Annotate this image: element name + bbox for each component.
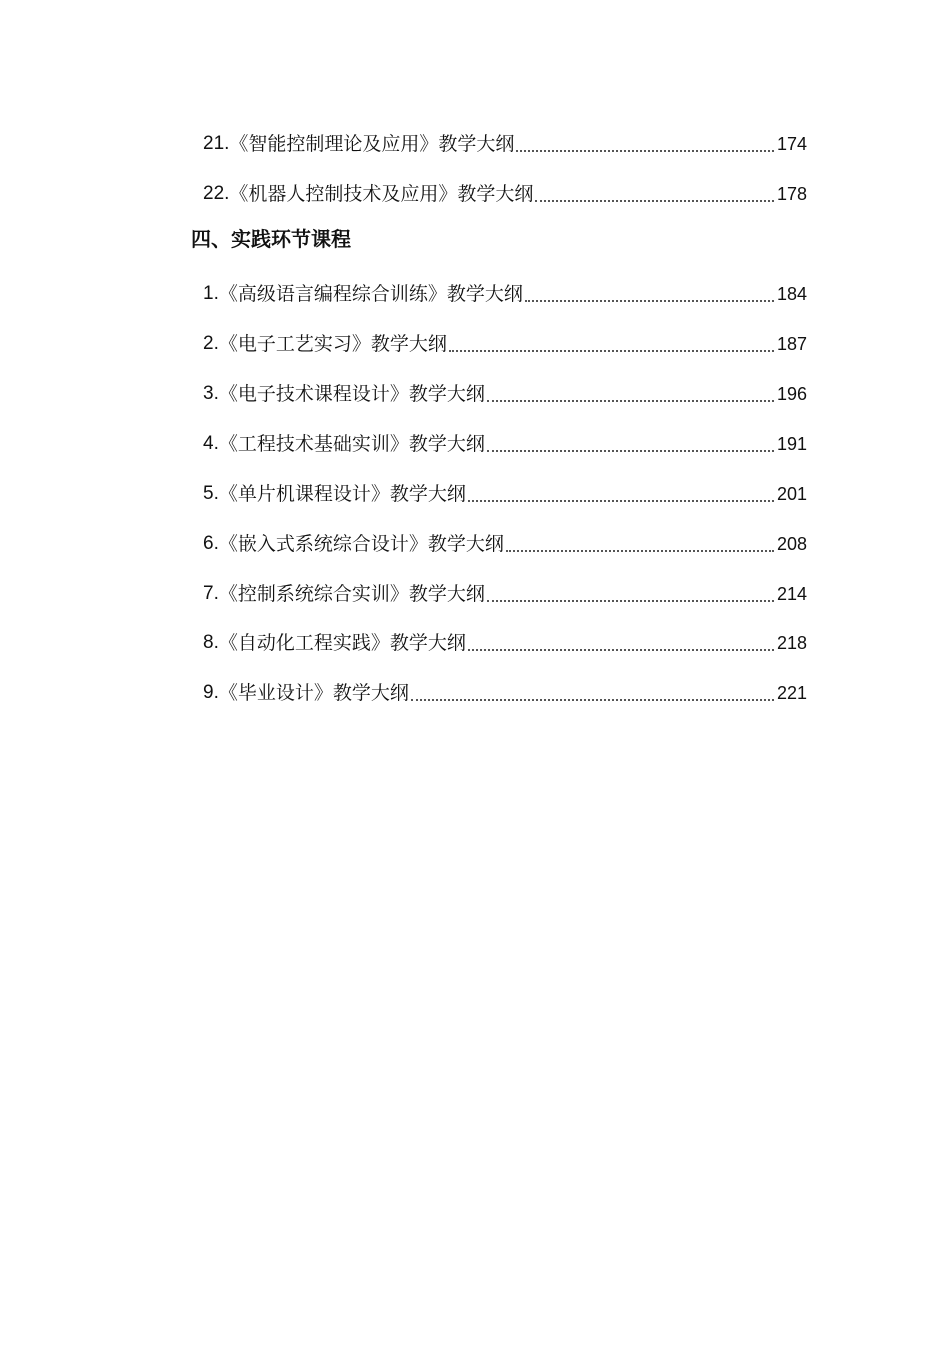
toc-entry-number: 1. [203,283,219,304]
toc-entry-number: 4. [203,433,219,454]
toc-entry-page: 187 [776,334,807,354]
toc-entry[interactable] [203,126,807,156]
toc-entry-page: 208 [776,534,807,554]
toc-entry[interactable] [203,426,807,456]
toc-entry[interactable] [203,176,807,206]
toc-entry-page: 214 [776,584,807,604]
dot-leader [411,698,774,701]
toc-entry-page: 221 [776,683,807,703]
toc-entry[interactable] [203,576,807,606]
toc-entry-number: 2. [203,333,219,354]
section-heading[interactable]: 四、实践环节课程 [191,227,351,251]
toc-entry-page: 201 [776,484,807,504]
toc-entry-title: 《智能控制理论及应用》教学大纲 [229,133,515,155]
toc-entry-page: 178 [776,184,807,204]
toc-entry[interactable] [203,376,807,406]
toc-entry-page: 218 [776,633,807,653]
toc-entry-number: 3. [203,383,219,404]
toc-entry-title: 《电子技术课程设计》教学大纲 [218,383,485,405]
toc-entry-title: 《电子工艺实习》教学大纲 [218,333,447,355]
toc-entry-number: 22. [203,183,230,204]
dot-leader [468,648,774,651]
toc-entry-number: 9. [203,682,219,703]
dot-leader [449,349,774,352]
toc-entry-title: 《工程技术基础实训》教学大纲 [218,433,485,455]
toc-entry[interactable] [203,526,807,556]
dot-leader [487,449,774,452]
toc-entry-page: 196 [776,384,807,404]
toc-entry[interactable] [203,625,807,655]
toc-entry-title: 《控制系统综合实训》教学大纲 [218,583,485,605]
dot-leader [506,549,774,552]
toc-entry[interactable] [203,476,807,506]
toc-entry-title: 《机器人控制技术及应用》教学大纲 [229,183,534,205]
toc-entry-number: 7. [203,583,219,604]
toc-entry-title: 《毕业设计》教学大纲 [218,682,409,704]
toc-entry-page: 184 [776,284,807,304]
dot-leader [535,199,774,202]
toc-entry[interactable] [203,326,807,356]
toc-entry-page: 191 [776,434,807,454]
toc-entry-number: 5. [203,483,219,504]
dot-leader [516,149,774,152]
dot-leader [525,299,774,302]
toc-entry-title: 《嵌入式系统综合设计》教学大纲 [218,533,504,555]
toc-entry-page: 174 [776,134,807,154]
dot-leader [468,499,774,502]
toc-entry-title: 《自动化工程实践》教学大纲 [218,632,466,654]
toc-entry[interactable] [203,276,807,306]
toc-entry-number: 8. [203,632,219,653]
dot-leader [487,599,774,602]
toc-entry-number: 6. [203,533,219,554]
toc-entry-title: 《单片机课程设计》教学大纲 [218,483,466,505]
toc-entry-title: 《高级语言编程综合训练》教学大纲 [218,283,523,305]
toc-entry[interactable] [203,675,807,705]
dot-leader [487,399,774,402]
toc-entry-number: 21. [203,133,230,154]
